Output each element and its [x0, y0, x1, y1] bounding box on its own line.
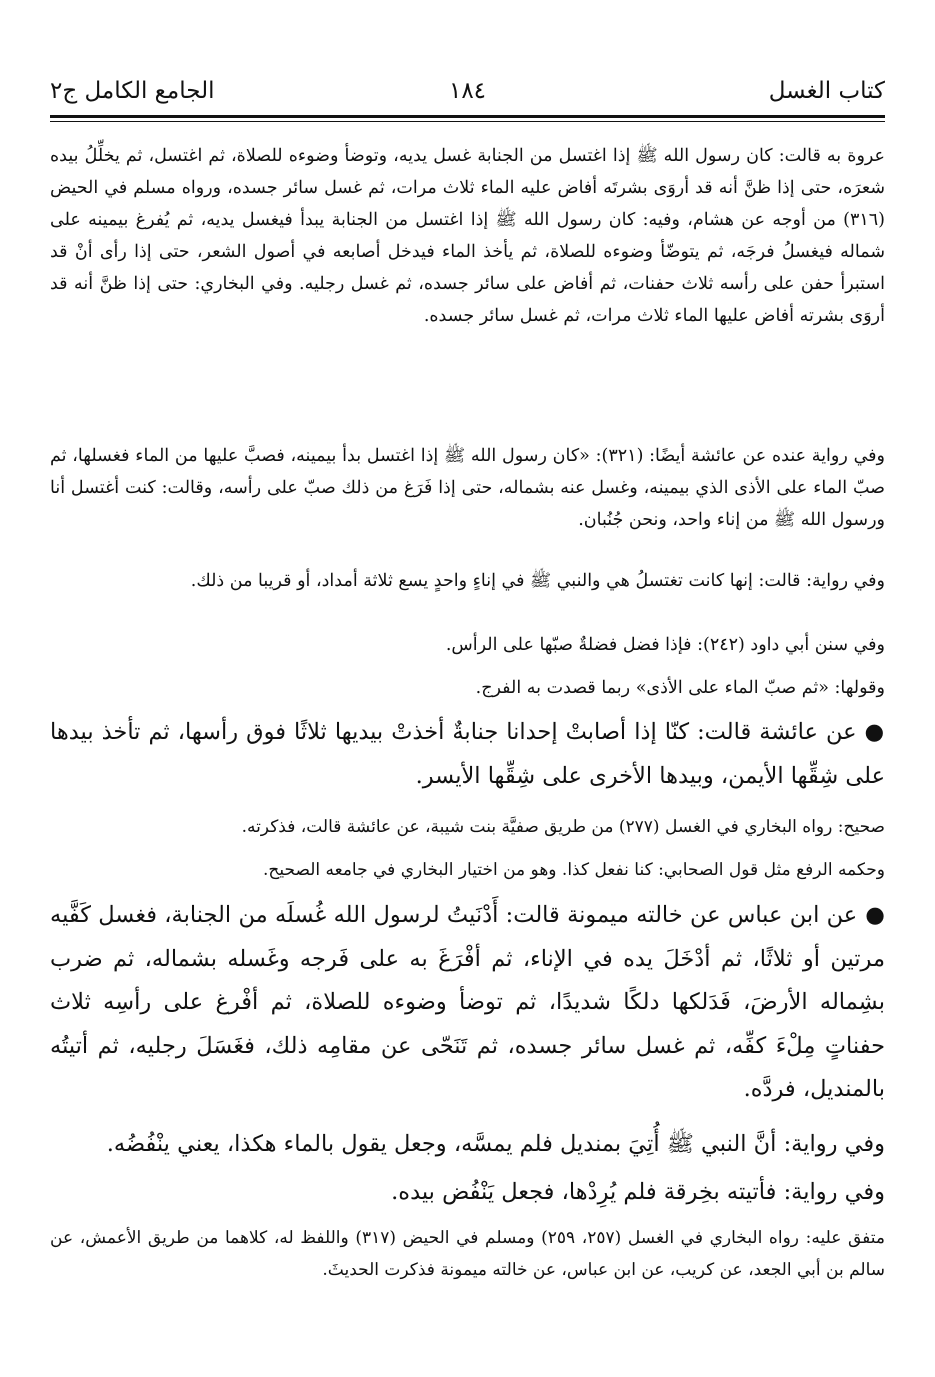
section-title: كتاب الغسل — [768, 78, 885, 104]
paragraph-riwaya-1: وفي رواية: أنَّ النبي ﷺ أُتِيَ بمنديل فلم يمسَّه، وجعل يقول بالماء هكذا، يعني ينْفُضُه. — [106, 1131, 885, 1157]
hadith-1 — [50, 711, 885, 798]
paragraph-commentary-2: وفي رواية عنده عن عائشة أيضًا: (٣٢١): «كان رسول الله ﷺ إذا اغتسل بدأ بيمينه، فصبَّ عليها من الماء فغسلها، ثم صبّ الماء على الأذى الذي بيمينه، وغسل عنه بشماله، حتى إذا فَرَغ من ذلك صبّ على رأسه، وقالت: كنت أغتسل أنا ورسول الله ﷺ من إناء واحد، ونحن جُنُبان. — [50, 446, 885, 530]
bullet-marker: ● — [865, 902, 885, 928]
paragraph-commentary-1: عروة به قالت: كان رسول الله ﷺ إذا اغتسل من الجنابة غسل يديه، وتوضأ وضوءه للصلاة، ثم اغتسل، ثم يخلِّلُ بيده شعرَه، حتى إذا ظنَّ أنه قد أروَى بشرتَه أفاض عليه الماء ثلاث مرات، ثم غسل سائر جسده، ورواه مسلم في الحيض (٣١٦) من أوجه عن هشام، وفيه: كان رسول الله ﷺ إذا اغتسل من الجنابة يبدأ فيغسل يديه، ثم يُفرغ بيمينه على شماله فيغسلُ فرجَه، ثم يتوضّأ وضوءه للصلاة، ثم يأخذ الماء فيدخل أصابعه في أصول الشعر، حتى إذا رأى أنْ قد استبرأ حفن على رأسه ثلاث حفنات، ثم أفاض على سائر جسده، ثم غسل رجليه. وفي البخاري: حتى إذا ظنَّ أنه قد أروَى بشرته أفاض عليها الماء ثلاث مرات، ثم غسل سائر جسده. — [50, 146, 885, 326]
hadith-1-text: عن عائشة قالت: كنّا إذا أصابتْ إحدانا جنابةٌ أخذتْ بيديها ثلاثًا فوق رأسها، ثم تأخذ بيدها على شِقِّها الأيمن، وبيدها الأخرى على شِقِّها الأيسر. — [50, 719, 885, 789]
bullet-marker: ● — [864, 719, 885, 745]
hadith-2 — [50, 894, 885, 1112]
paragraph-commentary-4: وفي سنن أبي داود (٢٤٢): فإذا فضل فضلةٌ صبّها على الرأس. — [445, 635, 885, 655]
hadith-2-text: عن ابن عباس عن خالته ميمونة قالت: أَدْنَيتُ لرسول الله غُسلَه من الجنابة، فغسل كَفَّيه مرتين أو ثلاثًا، ثم أدْخَلَ يده في الإناء، ثم أفْرَغَ به على فَرجه وغَسله بشماله، ثم ضرب بشِماله الأرضَ، فَدَلكها دلكًا شديدًا، ثم توضأ وضوءه للصلاة، ثم أفْرغ على رأسِه ثلاث حفناتٍ مِلْءَ كفِّه، ثم غسل سائر جسده، ثم تَنَحّى عن مقامِه ذلك، فغَسَلَ رجليه، ثم أتيتُه بالمنديل، فردَّه. — [50, 902, 885, 1102]
page-header — [50, 78, 885, 114]
paragraph-grading-1: صحيح: رواه البخاري في الغسل (٢٧٧) من طريق صفيَّة بنت شيبة، عن عائشة قالت، فذكرته. — [241, 817, 885, 837]
paragraph-takhrij: متفق عليه: رواه البخاري في الغسل (٢٥٧، ٢٥٩) ومسلم في الحيض (٣١٧) واللفظ له، كلاهما من طريق الأعمش، عن سالم بن أبي الجعد، عن كريب، عن ابن عباس، عن خالته ميمونة فذكرت الحديثَ. — [50, 1228, 885, 1280]
header-rule-thin — [50, 121, 885, 122]
paragraph-commentary-5: وقولها: «ثم صبّ الماء على الأذى» ربما قصدت به الفرج. — [475, 678, 885, 698]
page-number: ١٨٤ — [448, 78, 487, 104]
header-rule-thick — [50, 115, 885, 118]
book-title: الجامع الكامل ج٢ — [50, 78, 215, 104]
paragraph-grading-2: وحكمه الرفع مثل قول الصحابي: كنا نفعل كذا. وهو من اختيار البخاري في جامعه الصحيح. — [262, 860, 885, 880]
paragraph-riwaya-2: وفي رواية: فأتيته بخِرقة فلم يُرِدْها، فجعل يَنْفُض بيده. — [391, 1179, 885, 1205]
paragraph-commentary-3: وفي رواية: قالت: إنها كانت تغتسلُ هي والنبي ﷺ في إناءٍ واحدٍ يسع ثلاثة أمداد، أو قريبا من ذلك. — [190, 571, 885, 591]
